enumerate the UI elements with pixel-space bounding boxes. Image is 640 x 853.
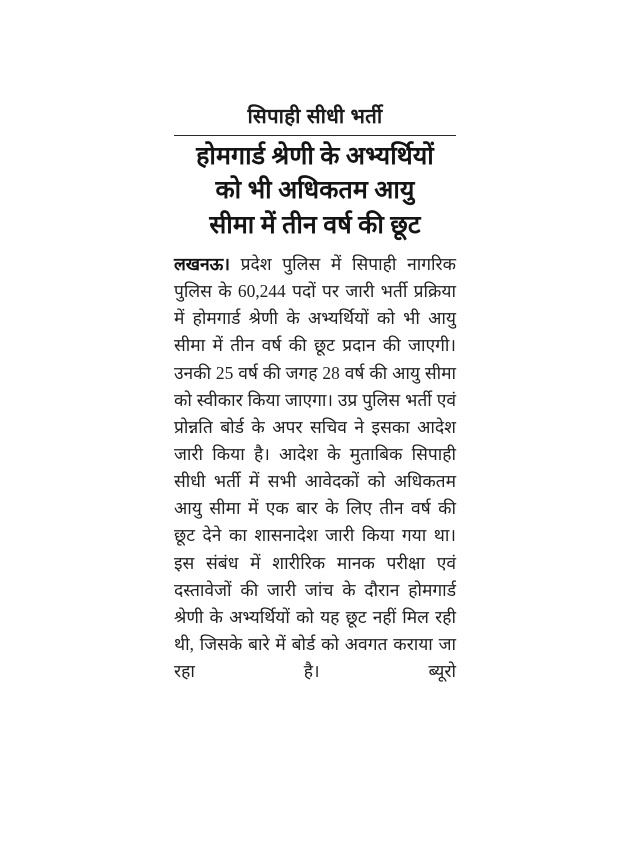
headline-line-1: होमगार्ड श्रेणी के अभ्यर्थियों: [196, 143, 434, 171]
body-text: प्रदेश पुलिस में सिपाही नागरिक पुलिस के 60,244 पदों पर जारी भर्ती प्रक्रिया में होमगार्ड श्रेणी के अभ्यर्थियों को भी आयु सीमा में तीन वर्ष की छूट प्रदान की जाएगी। उनकी 25 वर्ष की जगह 28 वर्ष की आयु सीमा को स्वीकार किया जाएगा। उप्र पुलिस भर्ती एवं प्रोन्नति बोर्ड के अपर सचिव ने इसका आदेश जारी किया है। आदेश के मुताबिक सिपाही सीधी भर्ती में सभी आवेदकों को अधिकतम आयु सीमा में एक बार के लिए तीन वर्ष की छूट देने का शासनादेश जारी किया गया था। इस संबंध में शारीरिक मानक परीक्षा एवं दस्तावेजों की जारी जांच के दौरान होमगार्ड श्रेणी के अभ्यर्थियों को यह छूट नहीं मिल रही थी, जिसके बारे में बोर्ड को अवगत कराया जा रहा है। ब्यूरो: [174, 253, 456, 682]
headline-line-3: सीमा में तीन वर्ष की छूट: [209, 211, 421, 239]
article-dateline: लखनऊ।: [174, 253, 230, 274]
body-paragraph: [174, 251, 456, 712]
article-kicker: सिपाही सीधी भर्ती: [247, 105, 383, 128]
kicker-divider-rule: [174, 135, 456, 136]
article-body: [174, 251, 456, 712]
article-headline: [174, 140, 456, 243]
headline-line-2: को भी अधिकतम आयु: [215, 177, 415, 205]
article-column: [174, 104, 456, 712]
